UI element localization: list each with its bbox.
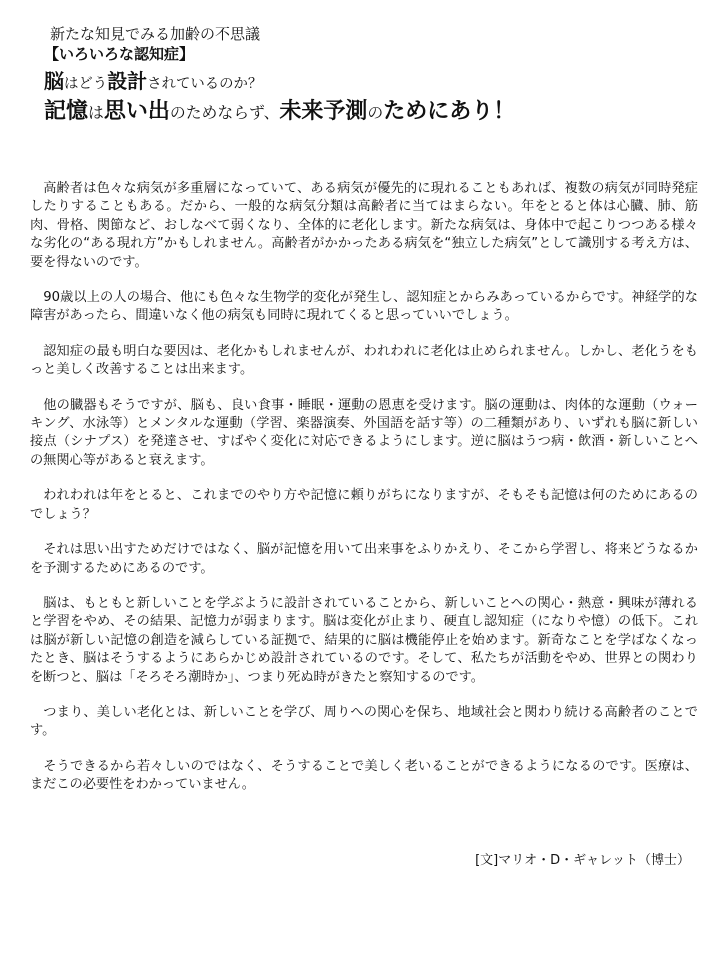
body-paragraph: 脳は、もともと新しいことを学ぶように設計されていることから、新しいことへの関心・熱意・興味が薄れると学習をやめ、その結果、記憶力が弱まります。脳は変化が止まり、硬直し認知症（になりや憶）の低下。これは脳が新しい記憶の創造を減らしている証拠で、結果的に脳は機能停止を始めます。新奇なことを学ばなくなったとき、脳はそうするようにあらかじめ設計されているのです。そして、私たちが活動をやめ、世界との関わりを断つと、脳は「そろそろ潮時か」、つまり死ぬ時がきたと察知するのです。 <box>30 595 698 685</box>
headline-segment: は <box>88 103 104 122</box>
headline-segment: あり！ <box>449 99 516 124</box>
headline-segment: ために <box>383 99 450 124</box>
body-paragraph: つまり、美しい老化とは、新しいことを学び、周りへの関心を保ち、地域社会と関わり続ける高齢者のことです。 <box>30 704 698 739</box>
body-paragraph: 高齢者は色々な病気が多重層になっていて、ある病気が優先的に現れることもあれば、複数の病気が同時発症したりすることもある。だから、一般的な病気分類は高齢者に当てはまらない。年をとると体は心臓、肺、筋肉、骨格、関節など、おしなべて弱くなり、全体的に老化します。新たな病気は、身体中で起こりつつある様々な劣化の“ある現れ方”かもしれません。高齢者がかかったある病気を“独立した病気”として識別する考え方は、要を得ないのです。 <box>30 181 698 270</box>
author-credit: [文]マリオ・D・ギャレット（博士） <box>475 853 690 868</box>
body-paragraph: 他の臓器もそうですが、脳も、良い食事・睡眠・運動の恩恵を受けます。脳の運動は、肉体的な運動（ウォーキング、水泳等）とメンタルな運動（学習、楽器演奏、外国語を話す等）の二種類があり、いずれも脳に新しい接点（シナプス）を発達させ、すばやく変化に対応できるようにします。逆に脳はうつ病・飲酒・新しいことへの無関心等があると衰えます。 <box>30 397 698 468</box>
headline-question <box>44 68 684 97</box>
headline-segment: 思い出 <box>103 99 170 124</box>
body-paragraph: 90歳以上の人の場合、他にも色々な生物学的変化が発生し、認知症とからみあっているからです。神経学的な障害があったら、間違いなく他の病気も同時に現れてくると思っていいでしょう。 <box>30 290 698 324</box>
headline-segment: 未来予測 <box>279 99 368 124</box>
article-header <box>44 24 684 128</box>
headline-segment: されているのか？ <box>147 76 263 92</box>
series-title: 新たな知見でみる加齢の不思議 <box>50 25 261 43</box>
topic-tag: 【いろいろな認知症】 <box>44 45 195 63</box>
body-paragraph: われわれは年をとると、これまでのやり方や記憶に頼りがちになりますが、そもそも記憶は何のためにあるのでしょう？ <box>30 488 698 522</box>
body-paragraph: そうできるから若々しいのではなく、そうすることで美しく老いることができるようになるのです。医療は、まだこの必要性をわかっていません。 <box>30 758 698 793</box>
headline-segment: の <box>367 103 384 122</box>
article-body <box>30 180 698 812</box>
headline-segment: 設計 <box>107 69 148 93</box>
body-paragraph: 認知症の最も明白な要因は、老化かもしれませんが、われわれに老化は止められません。しかし、老化うをもっと美しく改善することは出来ます。 <box>30 343 698 378</box>
headline-segment: 脳 <box>44 69 64 93</box>
headline-segment: のためならず、 <box>169 103 280 122</box>
headline-segment: 記憶 <box>44 99 89 124</box>
headline-segment: はどう <box>64 76 108 92</box>
body-paragraph: それは思い出すためだけではなく、脳が記憶を用いて出来事をふりかえり、そこから学習し、将来どうなるかを予測するためにあるのです。 <box>30 542 698 576</box>
headline-answer <box>44 97 684 128</box>
